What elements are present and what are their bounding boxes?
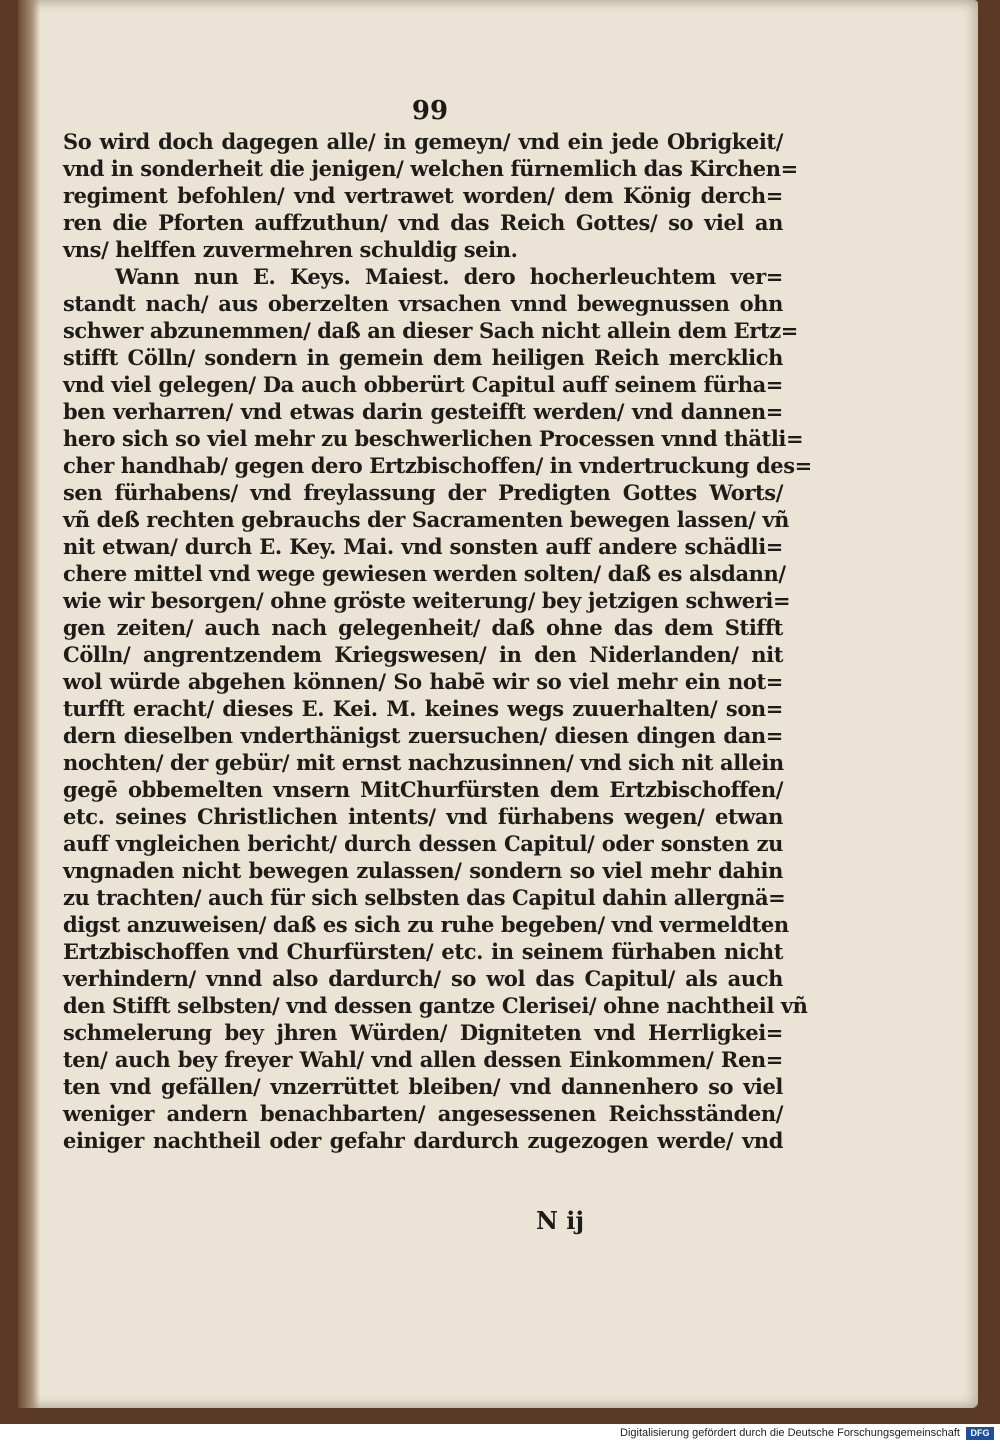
- text-line: sen fürhabens/ vnd freylassung der Predigten Gottes Worts/: [63, 480, 783, 505]
- text-line: wol würde abgehen können/ So habē wir so viel mehr ein not=: [63, 669, 783, 694]
- text-line: ren die Pforten auffzuthun/ vnd das Reich Gottes/ so viel an: [63, 210, 783, 235]
- text-line: hero sich so viel mehr zu beschwerlichen Processen vnnd thätli=: [63, 426, 804, 451]
- text-line: vngnaden nicht bewegen zulassen/ sondern so viel mehr dahin: [63, 858, 783, 883]
- text-line: regiment befohlen/ vnd vertrawet worden/ dem König derch=: [63, 183, 783, 208]
- text-line: digst anzuweisen/ daß es sich zu ruhe begeben/ vnd vermeldten: [63, 912, 789, 937]
- dfg-logo: DFG: [966, 1427, 994, 1440]
- text-line: nit etwan/ durch E. Key. Mai. vnd sonsten auff andere schädli=: [63, 534, 783, 559]
- text-line: weniger andern benachbarten/ angesessenen Reichsständen/: [63, 1101, 783, 1126]
- text-line: vns/ helffen zuvermehren schuldig sein.: [63, 237, 518, 262]
- text-line: standt nach/ aus oberzelten vrsachen vnnd bewegnussen ohn: [63, 291, 783, 316]
- text-line: stifft Cölln/ sondern in gemein dem heiligen Reich mercklich: [63, 345, 783, 370]
- text-line: ben verharren/ vnd etwas darin gesteifft werden/ vnd dannen=: [63, 399, 783, 424]
- text-line: verhindern/ vnnd also dardurch/ so wol das Capitul/ als auch: [63, 966, 783, 991]
- text-line: etc. seines Christlichen intents/ vnd fürhabens wegen/ etwan: [63, 804, 783, 829]
- signature-mark: N ij: [536, 1206, 585, 1235]
- funding-credit: Digitalisierung gefördert durch die Deutsche Forschungsgemeinschaft: [620, 1427, 960, 1439]
- text-line: Ertzbischoffen vnd Churfürsten/ etc. in seinem fürhaben nicht: [63, 939, 783, 964]
- text-line: ten vnd gefällen/ vnzerrüttet bleiben/ vnd dannenhero so viel: [63, 1074, 783, 1099]
- text-line: ten/ auch bey freyer Wahl/ vnd allen dessen Einkommen/ Ren=: [63, 1047, 783, 1072]
- text-line: turfft eracht/ dieses E. Kei. M. keines wegs zuuerhalten/ son=: [63, 696, 783, 721]
- text-line: schwer abzunemmen/ daß an dieser Sach nicht allein dem Ertz=: [63, 318, 798, 343]
- text-line: nochten/ der gebür/ mit ernst nachzusinnen/ vnd sich nit allein: [63, 750, 784, 775]
- text-line: zu trachten/ auch für sich selbsten das Capitul dahin allergnä=: [63, 885, 786, 910]
- text-line: dern dieselben vnderthänigst zuersuchen/ diesen dingen dan=: [63, 723, 783, 748]
- text-line: cher handhab/ gegen dero Ertzbischoffen/ in vndertruckung des=: [63, 453, 812, 478]
- text-line: schmelerung bey jhren Würden/ Digniteten vnd Herrligkei=: [63, 1020, 783, 1045]
- book-page: [18, 0, 978, 1408]
- text-line: Wann nun E. Keys. Maiest. dero hocherleuchtem ver=: [115, 264, 783, 289]
- text-line: gegē obbemelten vnsern MitChurfürsten dem Ertzbischoffen/: [63, 777, 783, 802]
- body-text: [63, 128, 812, 1154]
- footer-bar: [0, 1424, 1000, 1444]
- page-number: 99: [411, 96, 449, 126]
- text-line: chere mittel vnd wege gewiesen werden solten/ daß es alsdann/: [63, 561, 786, 586]
- text-line: Cölln/ angrentzendem Kriegswesen/ in den Niderlanden/ nit: [63, 642, 783, 667]
- text-line: auff vngleichen bericht/ durch dessen Capitul/ oder sonsten zu: [63, 831, 783, 856]
- text-line: den Stifft selbsten/ vnd dessen gantze Clerisei/ ohne nachtheil vñ: [63, 993, 808, 1018]
- text-line: vñ deß rechten gebrauchs der Sacramenten bewegen lassen/ vñ: [63, 507, 790, 532]
- text-line: gen zeiten/ auch nach gelegenheit/ daß ohne das dem Stifft: [63, 615, 783, 640]
- page-gutter-shadow: [18, 0, 40, 1408]
- text-line: wie wir besorgen/ ohne gröste weiterung/ bey jetzigen schweri=: [63, 588, 791, 613]
- text-line: vnd in sonderheit die jenigen/ welchen fürnemlich das Kirchen=: [63, 156, 798, 181]
- text-line: vnd viel gelegen/ Da auch obberürt Capitul auff seinem fürha=: [63, 372, 783, 397]
- text-line: einiger nachtheil oder gefahr dardurch zugezogen werde/ vnd: [63, 1128, 783, 1153]
- text-line: So wird doch dagegen alle/ in gemeyn/ vnd ein jede Obrigkeit/: [63, 129, 783, 154]
